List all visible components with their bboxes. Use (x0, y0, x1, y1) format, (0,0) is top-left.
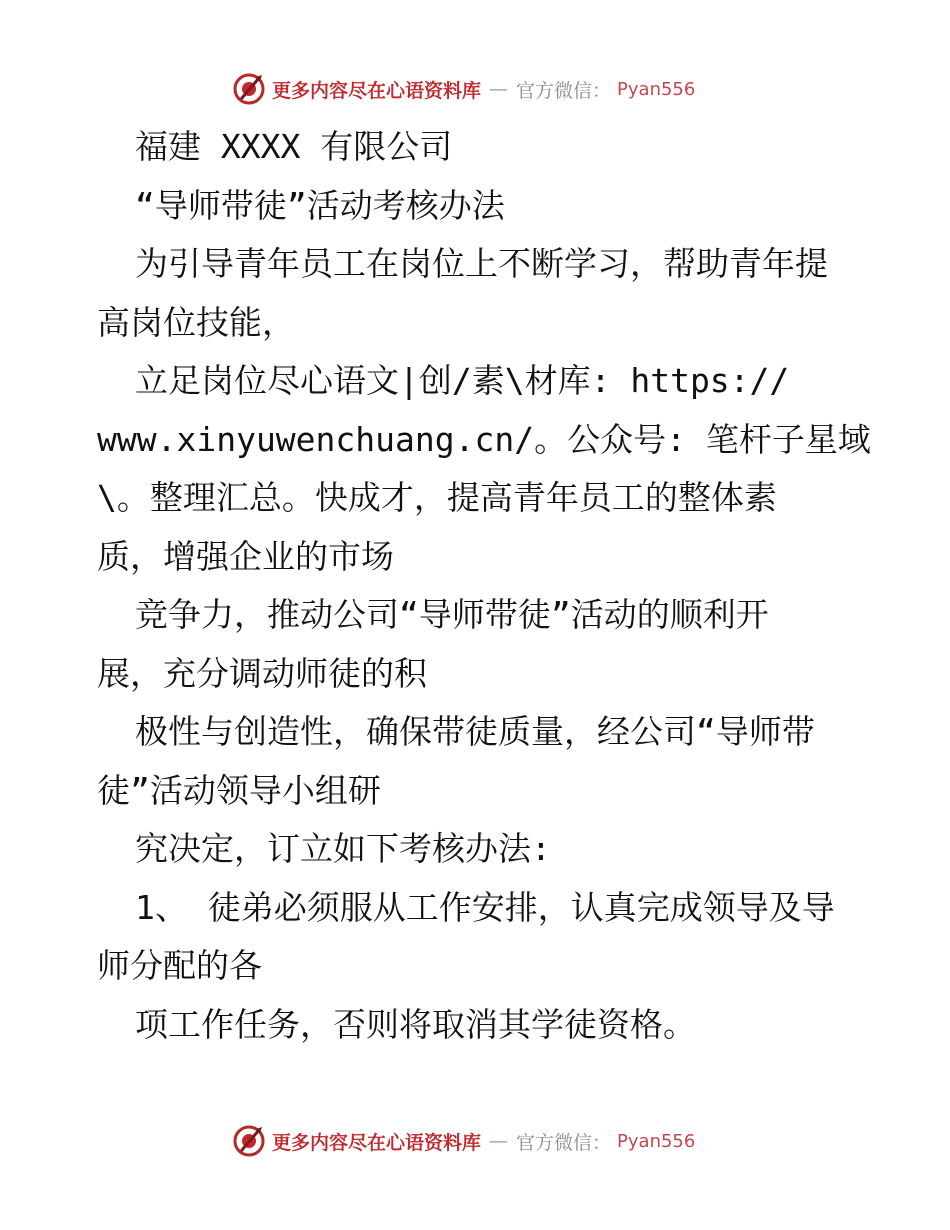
document-line: 竞争力，推动公司“导师带徒”活动的顺利开 (135, 595, 769, 634)
document-line: 师分配的各 (97, 946, 262, 985)
banner-lead-text: 更多内容尽在心语资料库 (272, 79, 482, 102)
banner-wechat-id: Pyan556 (617, 78, 696, 100)
document-line: www.xinyuwenchuang.cn/。公众号: 笔杆子星域 (97, 419, 871, 459)
document-line: 究决定，订立如下考核办法: (135, 829, 551, 868)
document-line: 1、 徒弟必须服从工作安排，认真完成领导及导 (135, 887, 835, 927)
banner-wechat-id: Pyan556 (617, 1130, 696, 1152)
document-line: 徒”活动领导小组研 (97, 770, 381, 810)
banner-dash: — (489, 78, 509, 100)
document-body (97, 118, 871, 1054)
document-line: 立足岗位尽心语文|创/素\材库: https:// (135, 361, 790, 400)
document-line: 为引导青年员工在岗位上不断学习，帮助青年提 (135, 244, 828, 283)
document-line: 极性与创造性，确保带徒质量，经公司“导师带 (135, 712, 815, 751)
banner-lead-text: 更多内容尽在心语资料库 (272, 1131, 482, 1154)
header-banner[interactable] (232, 72, 695, 106)
document-line: 展，充分调动师徒的积 (97, 653, 427, 693)
banner-wechat-label: 官方微信： (516, 79, 612, 102)
brand-logo-icon (232, 72, 266, 106)
footer-banner[interactable] (232, 1124, 695, 1158)
document-line: \。整理汇总。快成才，提高青年员工的整体素 (97, 478, 777, 517)
document-line: 质，增强企业的市场 (97, 536, 394, 576)
document-line: 福建 XXXX 有限公司 (135, 127, 453, 166)
brand-logo-icon (232, 1124, 266, 1158)
banner-wechat-label: 官方微信： (516, 1131, 612, 1154)
banner-dash: — (489, 1130, 509, 1152)
document-line: 项工作任务，否则将取消其学徒资格。 (135, 1004, 696, 1044)
document-line: “导师带徒”活动考核办法 (135, 185, 505, 225)
document-line: 高岗位技能， (97, 302, 295, 342)
